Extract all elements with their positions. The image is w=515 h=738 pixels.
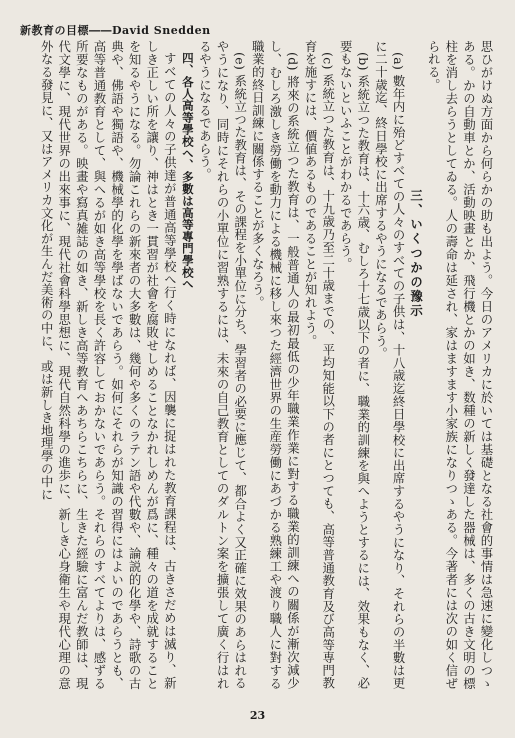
paragraph-5: (d) 將來の系統立つた教育は、一般普通人の最初最低の少年職業作業に對する職業的訓練への關係が漸次減少し、むしろ激しき勞働を動力による機械に移し來つた經濟世界の生産勞働にあづかる熟練工や渡り職人に對する職業的終日訓練に關係することが多くなろう。 — [250, 40, 301, 690]
page-number: 23 — [249, 709, 266, 722]
vertical-text-body — [17, 40, 495, 690]
paragraph-6: (e) 系統立つた教育は、その課程を小單位に分ち、學習者の必要に應じて、都合よく又正確に效果のあらはれるやうになり、同時にそれらの小單位に習熟するには、未來の自己教育としてのダルトン案を擴張して廣く行はれるやうになるであらう。 — [197, 40, 248, 690]
section-title: 三、いくつかの豫示 — [408, 188, 424, 319]
paragraph-7: すべての人々の子供達が普通高等學校へ行く時になれば、因襲に捉はれた教育課程は、古きさだめは滅り、新しき正しい所を讓り、神はとき一貫習が社會を腐敗せしめることなかれしめんが爲に、種々の道を成就することを知るやうになる。勿論これらの新來者の大多數は、幾何や多くのラテン語や代數や、論説的化學や、詩歌の古典や、佛語や獨語や、機械學的化學を學ばないであらう。如何にそれらが知識の習得にはよいのであらうとも、高等普通教育として、與へるが如き高等學校を長く許容しておかないであらう。それらのすべてよりは、感ずる所要なものがある。映畫や寫真雑誌の如き、新しき高等教育へあちらこちらに、生きた經驗に富んだ教師は、現代文學に、現代世界の出來事に、現代社會科學思想に、現代自然科學の進歩に、新しき心身衛生や現代心理の意外なる發見に、又はアメリカ文化が生んだ美術の中に、或は新しき地理學の中に — [39, 40, 178, 690]
paragraph-3: (b) 系統立つた教育は、十六歳、むしろ十七歳以下の者に、職業的訓練を與へようとするには、效果もなく、必要もないといふことがわかるであらう。 — [338, 40, 371, 690]
paragraph-2: (a) 數年内に殆どすべての人々のすべての子供は、十八歳迄終日學校に出席するやうになり、それらの半數は更に二十歳迄、終日學校に出席するやうになるであらう。 — [373, 40, 407, 690]
paragraph-1: 思ひがけぬ方面から何らかの助も出よう。今日のアメリカに於いては基礎となる社會的事情は急速に變化しつゝある。かの自動車とか、活動映畫とか、飛行機とかの如き、数種の新しく發達した器械は、多くの古き文明の標柱を消し去らうとしてゐる。人の壽命は延され、家はますます小家族になりつゝある。今著者には次の如く信ぜられる。 — [426, 40, 494, 690]
running-head: 新教育の目標――David Snedden — [20, 24, 211, 37]
paragraph-4: (c) 系統立つた教育は、十九歳乃至二十歳までの、平均知能以下の者にとつても、高等普通教育及び高等専門教育を施すには、價値あるものであることが知れよう。 — [303, 40, 336, 690]
subsection-title: 四、各人高等學校へ、多數は高等專門學校へ — [180, 51, 195, 290]
